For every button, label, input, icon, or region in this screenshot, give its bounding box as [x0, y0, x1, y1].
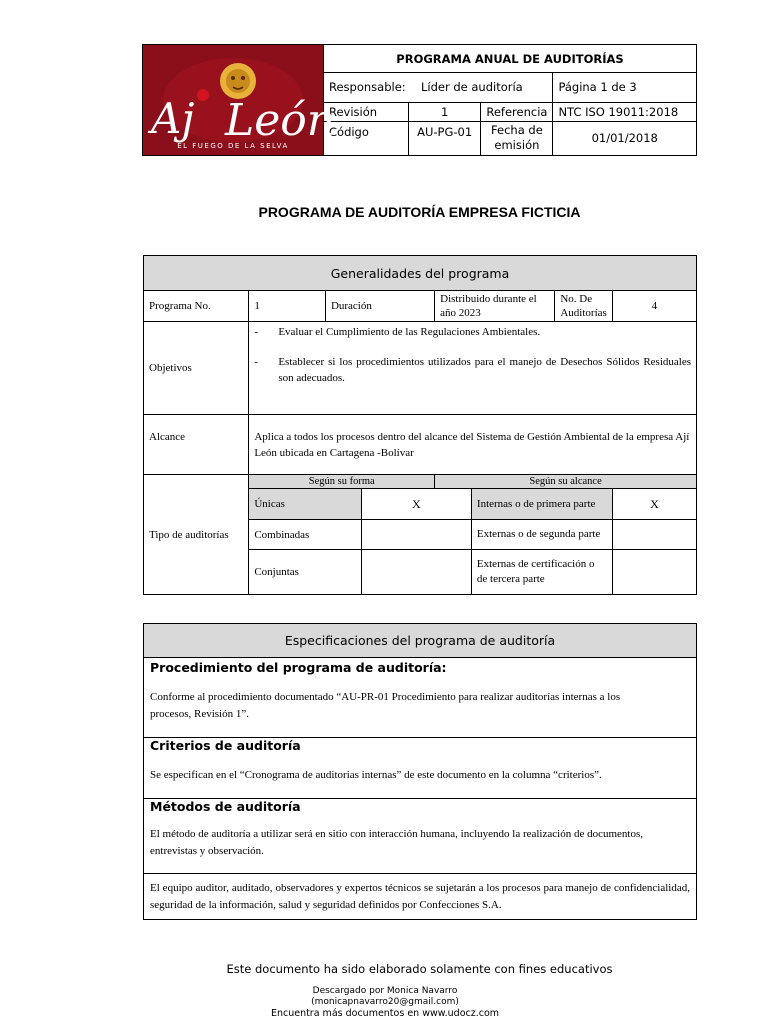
- metodos-text: El método de auditoría a utilizar será en sitio con interacción humana, incluyendo la realización de documentos, entrevistas y observación.: [150, 828, 643, 857]
- footer-line: (monicapnavarro20@gmail.com): [311, 997, 459, 1007]
- duracion-label: Duración: [325, 291, 434, 322]
- duracion-value: Distribuido durante el año 2023: [435, 291, 555, 322]
- alcance-mark: [612, 520, 696, 550]
- procedimiento-heading: Procedimiento del programa de auditoría:: [150, 660, 447, 675]
- objetivo-item: - Evaluar el Cumplimiento de las Regulaciones Ambientales.: [254, 326, 541, 338]
- tipo-auditorias-label: Tipo de auditorías: [144, 475, 249, 595]
- responsable-cell: [324, 73, 553, 102]
- alcance-mark: [612, 550, 696, 595]
- forma-mark: [361, 520, 471, 550]
- procedimiento-text: Conforme al procedimiento documentado “AU-PR-01 Procedimiento para realizar auditorías internas a los procesos, Revisión 1”.: [150, 691, 621, 720]
- document-header: [142, 44, 697, 156]
- svg-text:León: León: [225, 95, 336, 146]
- programa-value: 1: [249, 291, 326, 322]
- alcance-name: Externas de certificación o de tercera parte: [471, 550, 612, 595]
- objetivos-label: Objetivos: [144, 322, 249, 415]
- download-footer: [200, 986, 570, 1019]
- alcance-mark: X: [612, 489, 696, 520]
- forma-mark: X: [361, 489, 471, 520]
- generalidades-title: Generalidades del programa: [144, 256, 697, 291]
- generalidades-table: [143, 255, 697, 595]
- svg-text:EL FUEGO DE LA SELVA: EL FUEGO DE LA SELVA: [177, 142, 289, 150]
- metodos-heading: Métodos de auditoría: [150, 799, 301, 814]
- alcance-label: Alcance: [144, 415, 249, 475]
- especificaciones-title: Especificaciones del programa de auditoría: [144, 624, 697, 658]
- segun-forma-header: Según su forma: [249, 475, 435, 489]
- fecha-label: Fecha de emisión: [481, 121, 553, 155]
- criterios-heading: Criterios de auditoría: [150, 738, 301, 753]
- no-auditorias-label: No. De Auditorías: [555, 291, 612, 322]
- objetivos-list: [249, 322, 697, 415]
- footer-line: Encuentra más documentos en www.udocz.com: [270, 1008, 500, 1019]
- revision-value: 1: [408, 102, 480, 121]
- svg-text:Aj: Aj: [151, 94, 195, 143]
- alcance-name: Externas o de segunda parte: [471, 520, 612, 550]
- especificaciones-table: [143, 623, 697, 920]
- referencia-label: Referencia: [481, 102, 553, 121]
- alcance-name: Internas o de primera parte: [471, 489, 612, 520]
- referencia-value: NTC ISO 19011:2018: [553, 102, 697, 121]
- responsable-value: Líder de auditoría: [420, 80, 523, 95]
- alcance-value: Aplica a todos los procesos dentro del alcance del Sistema de Gestión Ambiental de la empresa Ají León ubicada en Cartagena -Bolívar: [249, 415, 697, 475]
- equipo-text: El equipo auditor, auditado, observadores y expertos técnicos se sujetarán a los procesos para manejo de confidencialidad, seguridad de la información, salud y seguridad definidos por Confecciones S.A.: [144, 874, 697, 920]
- codigo-value: AU-PG-01: [408, 121, 480, 155]
- forma-name: Únicas: [249, 489, 361, 520]
- procedimiento-section: [144, 658, 697, 738]
- forma-mark: [361, 550, 471, 595]
- educational-note: Este documento ha sido elaborado solamente con fines educativos: [226, 962, 613, 976]
- revision-label: Revisión: [324, 102, 409, 121]
- segun-alcance-header: Según su alcance: [435, 475, 697, 489]
- objetivo-item: - Establecer si los procedimientos utilizados para el manejo de Desechos Sólidos Residuales son adecuados.: [254, 356, 691, 384]
- page-number: Página 1 de 3: [553, 73, 697, 102]
- codigo-label: Código: [324, 121, 409, 155]
- criterios-section: [144, 738, 697, 799]
- forma-name: Combinadas: [249, 520, 361, 550]
- document-title: PROGRAMA DE AUDITORÍA EMPRESA FICTICIA: [258, 204, 581, 220]
- no-auditorias-value: 4: [612, 291, 696, 322]
- program-title: PROGRAMA ANUAL DE AUDITORÍAS: [324, 45, 697, 73]
- fecha-value: 01/01/2018: [553, 121, 697, 155]
- criterios-text: Se especifican en el “Cronograma de auditorias internas” de este documento en la columna “criterios”.: [150, 769, 602, 781]
- forma-name: Conjuntas: [249, 550, 361, 595]
- lion-logo-icon: [143, 45, 336, 155]
- responsable-label: Responsable:: [329, 80, 406, 95]
- programa-label: Programa No.: [144, 291, 249, 322]
- metodos-section: [144, 799, 697, 874]
- footer-line: Descargado por Monica Navarro: [312, 986, 458, 996]
- company-logo: [143, 45, 336, 156]
